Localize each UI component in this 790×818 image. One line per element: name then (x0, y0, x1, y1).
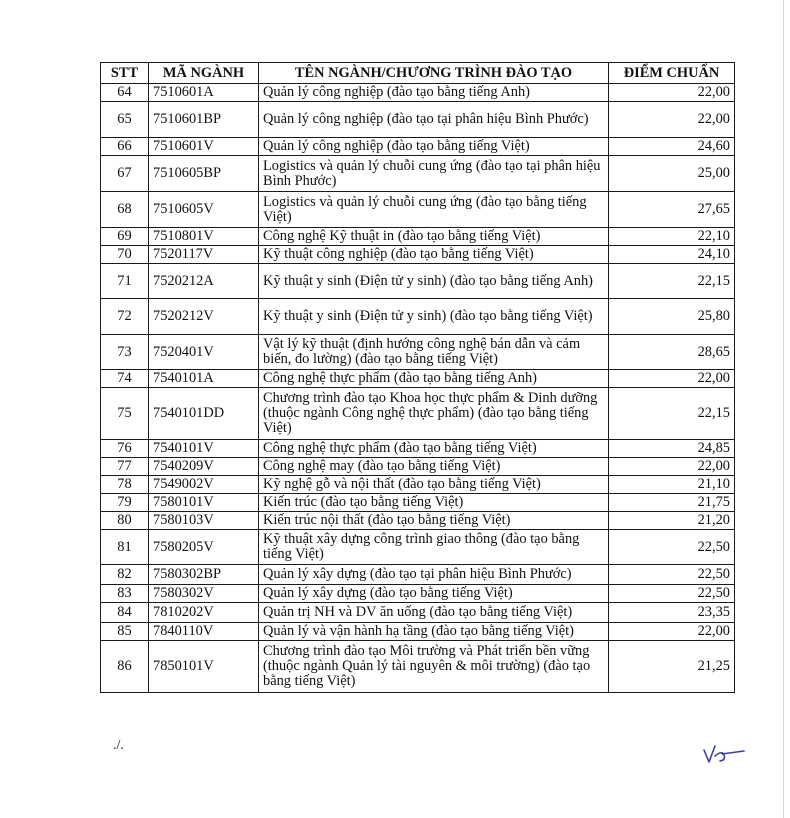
table-row (101, 192, 735, 228)
row-score: 21,75 (609, 494, 735, 512)
row-program-name: Công nghệ Kỹ thuật in (đào tạo bằng tiếng Việt) (259, 228, 609, 246)
row-stt: 86 (101, 641, 149, 693)
table-header-row (101, 63, 735, 84)
table-row (101, 246, 735, 264)
row-code: 7510605V (149, 192, 259, 228)
table-row (101, 494, 735, 512)
table-row (101, 565, 735, 585)
row-code: 7510601A (149, 84, 259, 102)
row-code: 7580302BP (149, 565, 259, 585)
row-stt: 66 (101, 138, 149, 156)
table-row (101, 138, 735, 156)
table-row (101, 84, 735, 102)
row-code: 7580205V (149, 530, 259, 565)
table-row (101, 512, 735, 530)
table-body (101, 84, 735, 693)
row-code: 7510601V (149, 138, 259, 156)
table-row (101, 476, 735, 494)
row-score: 22,00 (609, 102, 735, 138)
header-program-name: TÊN NGÀNH/CHƯƠNG TRÌNH ĐÀO TẠO (259, 63, 609, 84)
table-row (101, 156, 735, 192)
row-code: 7540101A (149, 370, 259, 388)
row-program-name: Kỹ thuật công nghiệp (đào tạo bằng tiếng Việt) (259, 246, 609, 264)
table-row (101, 264, 735, 299)
row-code: 7510605BP (149, 156, 259, 192)
header-stt: STT (101, 63, 149, 84)
row-score: 22,50 (609, 585, 735, 603)
row-stt: 77 (101, 458, 149, 476)
table-row (101, 228, 735, 246)
row-program-name: Quản lý công nghiệp (đào tạo bằng tiếng Anh) (259, 84, 609, 102)
row-code: 7540101V (149, 440, 259, 458)
row-score: 24,10 (609, 246, 735, 264)
row-code: 7549002V (149, 476, 259, 494)
row-stt: 64 (101, 84, 149, 102)
row-program-name: Logistics và quản lý chuỗi cung ứng (đào tạo tại phân hiệu Bình Phước) (259, 156, 609, 192)
row-program-name: Công nghệ may (đào tạo bằng tiếng Việt) (259, 458, 609, 476)
row-score: 22,10 (609, 228, 735, 246)
row-stt: 74 (101, 370, 149, 388)
table-row (101, 623, 735, 641)
row-stt: 73 (101, 335, 149, 370)
row-code: 7510601BP (149, 102, 259, 138)
row-stt: 70 (101, 246, 149, 264)
row-stt: 78 (101, 476, 149, 494)
row-score: 22,50 (609, 530, 735, 565)
row-program-name: Kiến trúc nội thất (đào tạo bằng tiếng Việt) (259, 512, 609, 530)
row-score: 21,10 (609, 476, 735, 494)
table-row (101, 335, 735, 370)
row-stt: 83 (101, 585, 149, 603)
row-score: 24,85 (609, 440, 735, 458)
admission-score-table (100, 62, 735, 693)
row-stt: 68 (101, 192, 149, 228)
row-program-name: Quản lý và vận hành hạ tầng (đào tạo bằng tiếng Việt) (259, 623, 609, 641)
table-row (101, 102, 735, 138)
row-program-name: Công nghệ thực phẩm (đào tạo bằng tiếng Anh) (259, 370, 609, 388)
row-score: 22,00 (609, 458, 735, 476)
row-score: 23,35 (609, 603, 735, 623)
row-code: 7580302V (149, 585, 259, 603)
row-score: 22,15 (609, 264, 735, 299)
row-program-name: Kỹ thuật y sinh (Điện tử y sinh) (đào tạo bằng tiếng Việt) (259, 299, 609, 335)
row-score: 22,00 (609, 623, 735, 641)
table-row (101, 388, 735, 440)
row-program-name: Vật lý kỹ thuật (định hướng công nghệ bán dẫn và cảm biến, đo lường) (đào tạo bằng tiếng Việt) (259, 335, 609, 370)
row-stt: 82 (101, 565, 149, 585)
row-program-name: Kỹ thuật xây dựng công trình giao thông (đào tạo bằng tiếng Việt) (259, 530, 609, 565)
row-program-name: Quản trị NH và DV ăn uống (đào tạo bằng tiếng Việt) (259, 603, 609, 623)
row-program-name: Quản lý xây dựng (đào tạo tại phân hiệu Bình Phước) (259, 565, 609, 585)
row-code: 7520212A (149, 264, 259, 299)
row-program-name: Chương trình đào tạo Khoa học thực phẩm & Dinh dưỡng (thuộc ngành Công nghệ thực phẩm) (đào tạo bằng tiếng Việt) (259, 388, 609, 440)
row-stt: 71 (101, 264, 149, 299)
row-stt: 75 (101, 388, 149, 440)
row-program-name: Logistics và quản lý chuỗi cung ứng (đào tạo bằng tiếng Việt) (259, 192, 609, 228)
row-score: 28,65 (609, 335, 735, 370)
row-code: 7510801V (149, 228, 259, 246)
row-code: 7850101V (149, 641, 259, 693)
page-edge-line (783, 0, 784, 818)
row-score: 22,00 (609, 370, 735, 388)
table-row (101, 299, 735, 335)
signature-mark (702, 742, 746, 764)
table-row (101, 458, 735, 476)
footnote: ./. (113, 738, 124, 753)
row-program-name: Chương trình đào tạo Môi trường và Phát triển bền vững (thuộc ngành Quản lý tài nguyên & môi trường) (đào tạo bằng tiếng Việt) (259, 641, 609, 693)
header-code: MÃ NGÀNH (149, 63, 259, 84)
row-code: 7520117V (149, 246, 259, 264)
row-stt: 67 (101, 156, 149, 192)
row-program-name: Kiến trúc (đào tạo bằng tiếng Việt) (259, 494, 609, 512)
row-score: 24,60 (609, 138, 735, 156)
row-code: 7520401V (149, 335, 259, 370)
row-stt: 72 (101, 299, 149, 335)
row-score: 25,00 (609, 156, 735, 192)
row-stt: 84 (101, 603, 149, 623)
row-code: 7540209V (149, 458, 259, 476)
row-score: 25,80 (609, 299, 735, 335)
table-row (101, 603, 735, 623)
row-score: 21,25 (609, 641, 735, 693)
row-code: 7840110V (149, 623, 259, 641)
row-stt: 85 (101, 623, 149, 641)
row-program-name: Công nghệ thực phẩm (đào tạo bằng tiếng Việt) (259, 440, 609, 458)
row-score: 27,65 (609, 192, 735, 228)
table-row (101, 440, 735, 458)
table-row (101, 585, 735, 603)
table-row (101, 530, 735, 565)
header-score: ĐIỂM CHUẨN (609, 63, 735, 84)
row-score: 21,20 (609, 512, 735, 530)
row-program-name: Quản lý công nghiệp (đào tạo tại phân hiệu Bình Phước) (259, 102, 609, 138)
row-score: 22,50 (609, 565, 735, 585)
row-score: 22,00 (609, 84, 735, 102)
row-code: 7810202V (149, 603, 259, 623)
table-row (101, 370, 735, 388)
row-code: 7580103V (149, 512, 259, 530)
row-stt: 65 (101, 102, 149, 138)
table-row (101, 641, 735, 693)
row-stt: 81 (101, 530, 149, 565)
row-program-name: Quản lý xây dựng (đào tạo bằng tiếng Việt) (259, 585, 609, 603)
row-program-name: Kỹ thuật y sinh (Điện tử y sinh) (đào tạo bằng tiếng Anh) (259, 264, 609, 299)
row-stt: 79 (101, 494, 149, 512)
row-stt: 76 (101, 440, 149, 458)
row-stt: 69 (101, 228, 149, 246)
row-program-name: Kỹ nghệ gỗ và nội thất (đào tạo bằng tiếng Việt) (259, 476, 609, 494)
row-stt: 80 (101, 512, 149, 530)
row-code: 7520212V (149, 299, 259, 335)
row-code: 7540101DD (149, 388, 259, 440)
row-code: 7580101V (149, 494, 259, 512)
row-program-name: Quản lý công nghiệp (đào tạo bằng tiếng Việt) (259, 138, 609, 156)
row-score: 22,15 (609, 388, 735, 440)
